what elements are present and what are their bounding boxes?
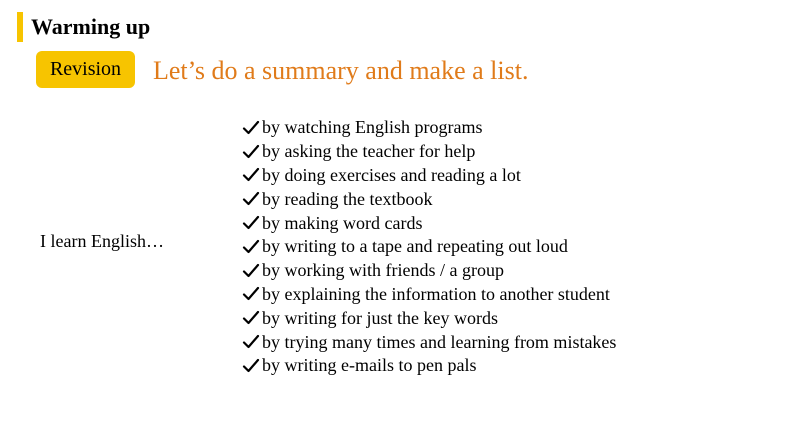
list-item-label: by writing e-mails to pen pals: [262, 355, 477, 376]
list-item-label: by making word cards: [262, 212, 423, 233]
list-item: [242, 211, 616, 235]
subject-text: I learn English…: [40, 231, 164, 251]
list-item-label: by working with friends / a group: [262, 260, 504, 281]
list-item: [242, 235, 616, 259]
checkmark-icon: [242, 190, 260, 208]
list-item: [242, 306, 616, 330]
list-item-label: by explaining the information to another student: [262, 283, 610, 304]
list-item: [242, 283, 616, 307]
checkmark-icon: [242, 238, 260, 256]
revision-tag: Revision: [36, 51, 135, 88]
method-list: [242, 116, 616, 378]
list-item: [242, 354, 616, 378]
list-item-label: by trying many times and learning from mistakes: [262, 331, 617, 352]
checkmark-icon: [242, 333, 260, 351]
list-item: [242, 140, 616, 164]
checkmark-icon: [242, 166, 260, 184]
list-item: [242, 259, 616, 283]
list-item: [242, 164, 616, 188]
checkmark-icon: [242, 262, 260, 280]
list-item: [242, 330, 616, 354]
list-item: [242, 116, 616, 140]
section-title: Warming up: [31, 14, 151, 39]
list-item: [242, 187, 616, 211]
checkmark-icon: [242, 214, 260, 232]
list-item-label: by reading the textbook: [262, 188, 433, 209]
checkmark-icon: [242, 119, 260, 137]
checkmark-icon: [242, 143, 260, 161]
section-accent-bar: [17, 12, 23, 42]
list-item-label: by writing for just the key words: [262, 307, 498, 328]
headline: Let’s do a summary and make a list.: [153, 56, 529, 85]
list-item-label: by doing exercises and reading a lot: [262, 164, 521, 185]
list-item-label: by asking the teacher for help: [262, 141, 476, 162]
list-item-label: by writing to a tape and repeating out loud: [262, 236, 568, 257]
checkmark-icon: [242, 285, 260, 303]
checkmark-icon: [242, 357, 260, 375]
checkmark-icon: [242, 309, 260, 327]
list-item-label: by watching English programs: [262, 117, 483, 138]
